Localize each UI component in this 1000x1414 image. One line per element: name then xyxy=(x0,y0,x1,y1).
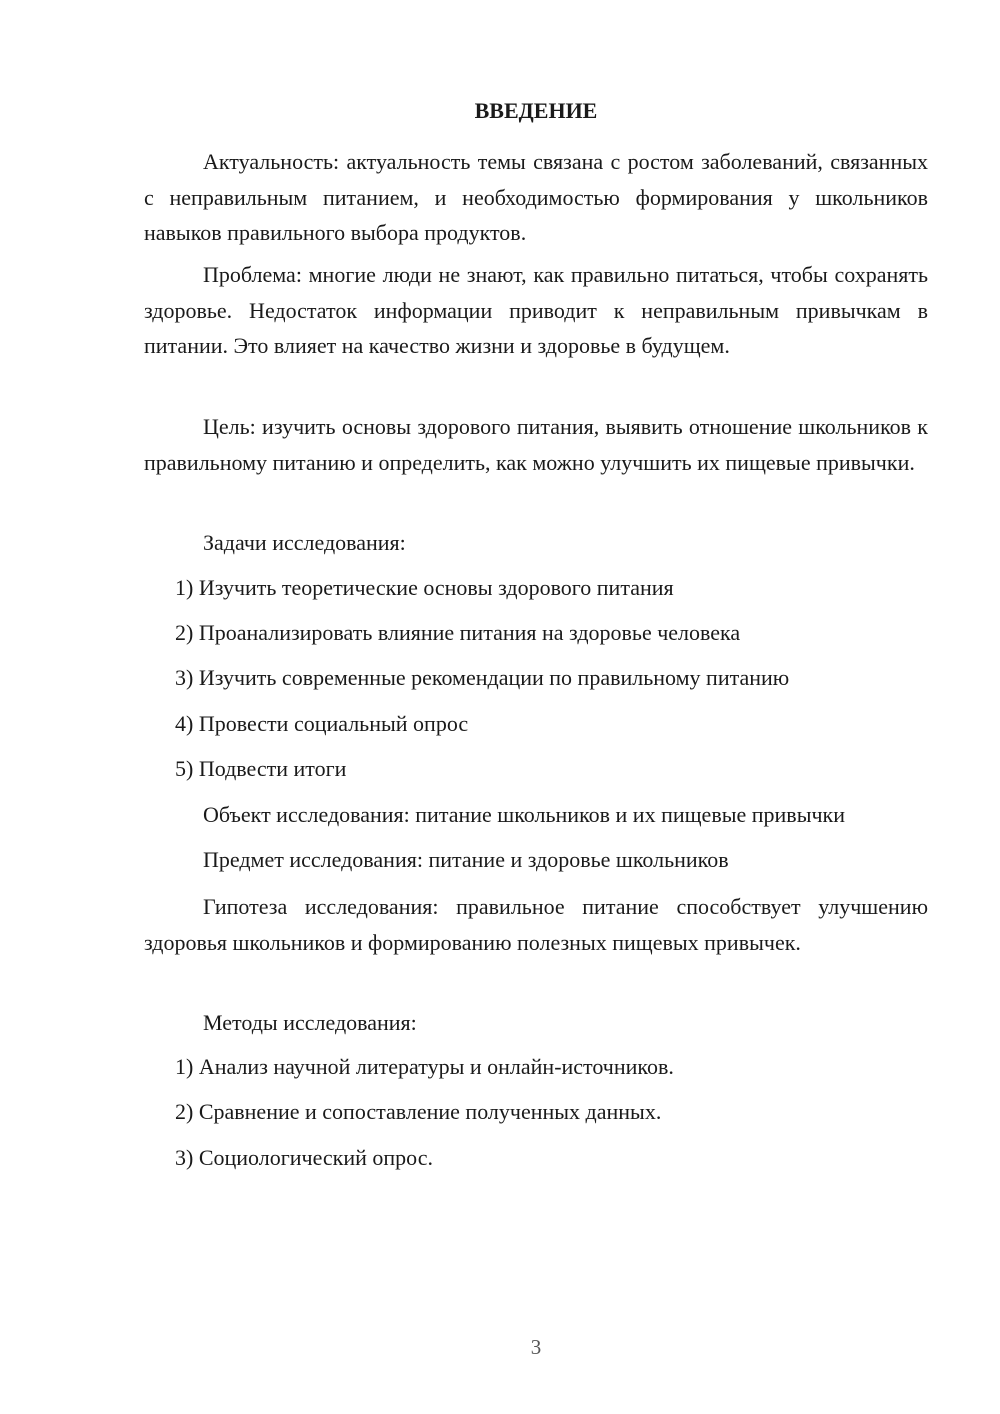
task-item: 2) Проанализировать влияние питания на здоровье человека xyxy=(175,620,741,645)
task-item: 1) Изучить теоретические основы здорового питания xyxy=(175,575,674,600)
page-title: ВВЕДЕНИЕ xyxy=(474,98,598,123)
method-item: 2) Сравнение и сопоставление полученных данных. xyxy=(175,1099,662,1124)
method-item: 3) Социологический опрос. xyxy=(175,1145,433,1170)
relevance-paragraph: Актуальность: актуальность темы связана с ростом заболеваний, связанных с неправильным питанием, и необходимостью формирования у школьников навыков правильного выбора продуктов. xyxy=(144,149,928,245)
tasks-label: Задачи исследования: xyxy=(203,530,406,555)
subject-statement: Предмет исследования: питание и здоровье школьников xyxy=(203,847,729,872)
object-statement: Объект исследования: питание школьников и их пищевые привычки xyxy=(203,802,845,827)
task-item: 4) Провести социальный опрос xyxy=(175,711,469,736)
methods-label: Методы исследования: xyxy=(203,1010,417,1035)
document-page xyxy=(144,0,928,1414)
hypothesis-paragraph: Гипотеза исследования: правильное питание способствует улучшению здоровья школьников и формированию полезных пищевых привычек. xyxy=(144,894,928,955)
page-number: 3 xyxy=(530,1335,542,1359)
task-item: 5) Подвести итоги xyxy=(175,756,347,781)
goal-paragraph: Цель: изучить основы здорового питания, выявить отношение школьников к правильному питанию и определить, как можно улучшить их пищевые привычки. xyxy=(144,414,928,475)
task-item: 3) Изучить современные рекомендации по правильному питанию xyxy=(175,665,790,690)
problem-paragraph: Проблема: многие люди не знают, как правильно питаться, чтобы сохранять здоровье. Недостаток информации приводит к неправильным привычкам в питании. Это влияет на качество жизни и здоровье в будущем. xyxy=(144,262,928,358)
method-item: 1) Анализ научной литературы и онлайн-источников. xyxy=(175,1054,674,1079)
